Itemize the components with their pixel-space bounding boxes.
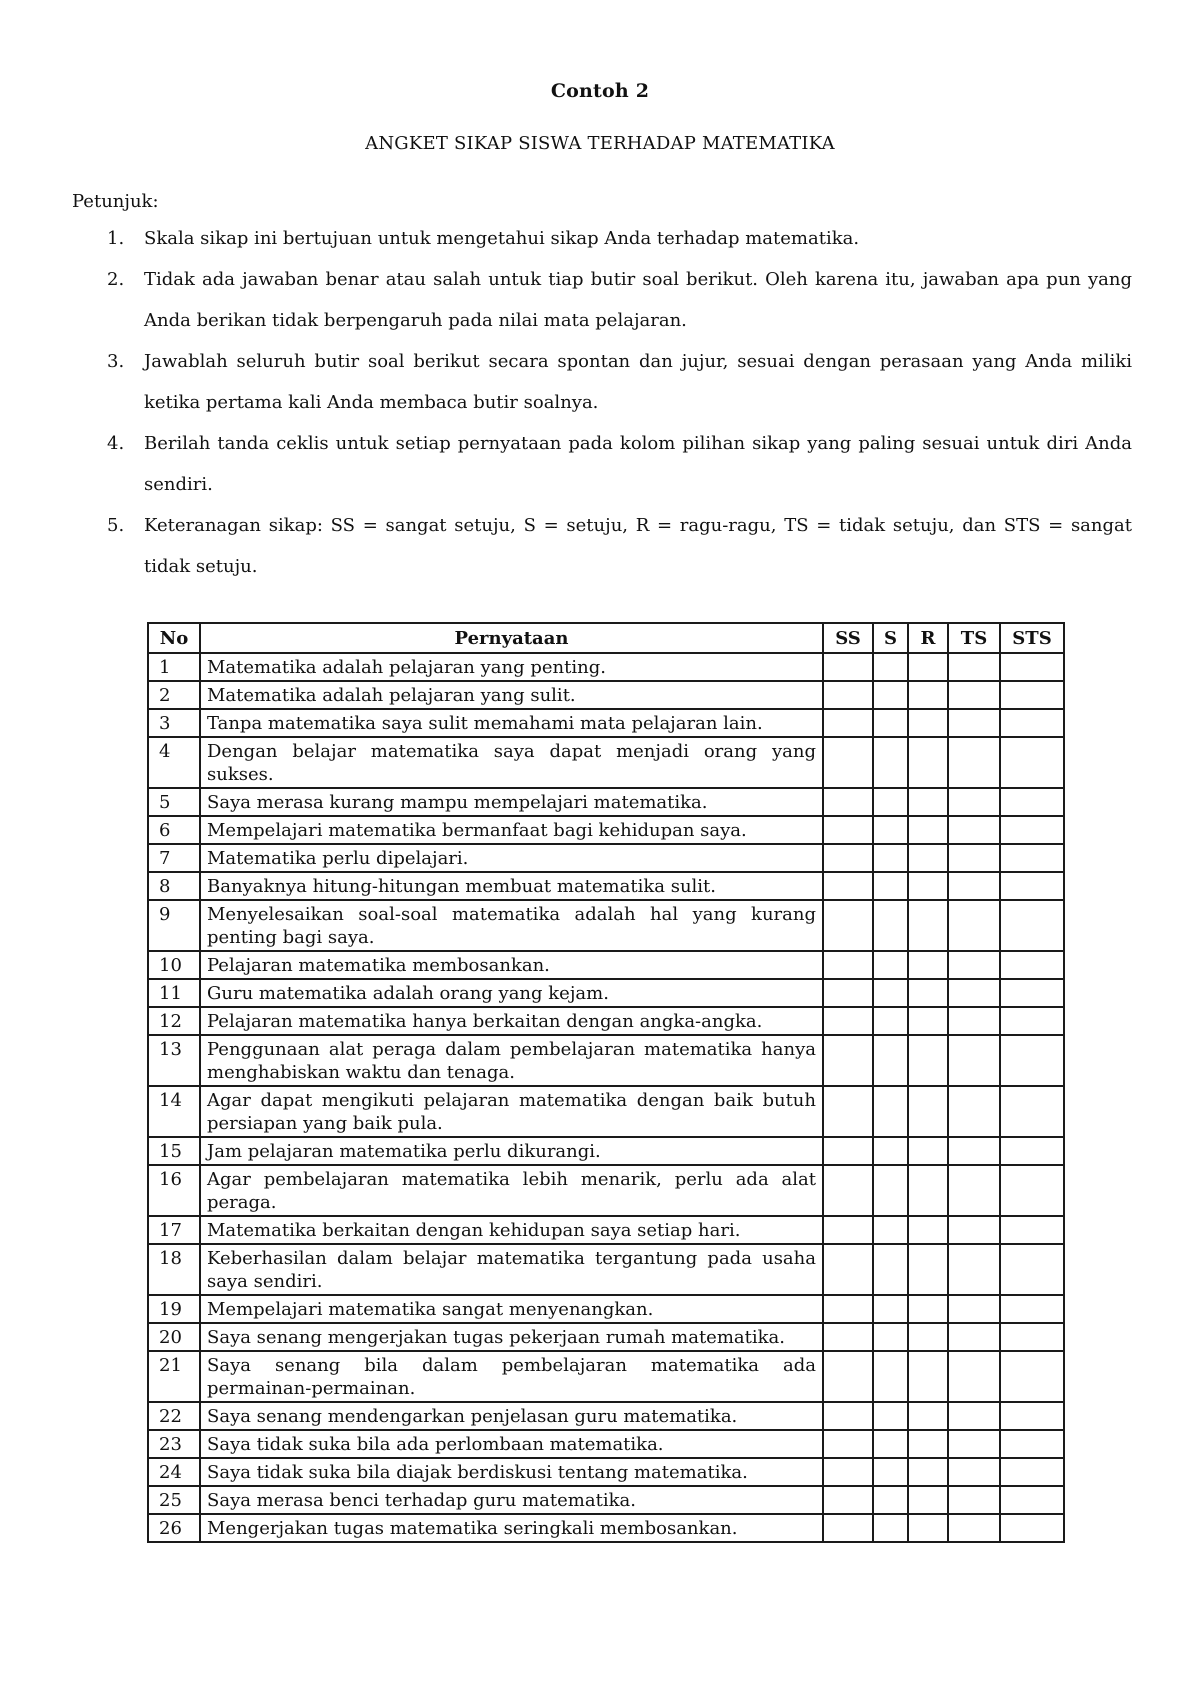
answer-cell-ts[interactable] xyxy=(948,872,1000,900)
row-statement: Menyelesaikan soal-soal matematika adalah hal yang kurang penting bagi saya. xyxy=(200,900,823,951)
header-statement: Pernyataan xyxy=(200,623,823,653)
answer-cell-s[interactable] xyxy=(873,1430,908,1458)
instruction-item xyxy=(72,259,1132,341)
instruction-number: 3. xyxy=(107,351,125,372)
answer-cell-ts[interactable] xyxy=(948,979,1000,1007)
instruction-number: 1. xyxy=(107,228,125,249)
answer-cell-s[interactable] xyxy=(873,653,908,681)
row-statement: Agar pembelajaran matematika lebih menarik, perlu ada alat peraga. xyxy=(200,1165,823,1216)
instruction-text: Skala sikap ini bertujuan untuk mengetahui sikap Anda terhadap matematika. xyxy=(144,228,860,249)
table-row xyxy=(148,1216,1064,1244)
answer-cell-s[interactable] xyxy=(873,1323,908,1351)
answer-cell-sts[interactable] xyxy=(1000,737,1064,788)
answer-cell-ts[interactable] xyxy=(948,1430,1000,1458)
answer-cell-ts[interactable] xyxy=(948,788,1000,816)
row-number: 18 xyxy=(148,1244,200,1295)
answer-cell-ss[interactable] xyxy=(823,737,873,788)
answer-cell-ts[interactable] xyxy=(948,816,1000,844)
header-s: S xyxy=(873,623,908,653)
answer-cell-ts[interactable] xyxy=(948,681,1000,709)
document-subtitle: ANGKET SIKAP SISWA TERHADAP MATEMATIKA xyxy=(365,133,835,154)
table-row xyxy=(148,1137,1064,1165)
answer-cell-r[interactable] xyxy=(908,681,948,709)
answer-cell-ss[interactable] xyxy=(823,1351,873,1402)
row-statement: Keberhasilan dalam belajar matematika tergantung pada usaha saya sendiri. xyxy=(200,1244,823,1295)
answer-cell-ss[interactable] xyxy=(823,1086,873,1137)
answer-cell-sts[interactable] xyxy=(1000,1216,1064,1244)
answer-cell-r[interactable] xyxy=(908,1486,948,1514)
table-row xyxy=(148,709,1064,737)
table-row xyxy=(148,737,1064,788)
answer-cell-r[interactable] xyxy=(908,1430,948,1458)
row-number: 4 xyxy=(148,737,200,788)
answer-cell-r[interactable] xyxy=(908,1402,948,1430)
answer-cell-sts[interactable] xyxy=(1000,788,1064,816)
answer-cell-r[interactable] xyxy=(908,844,948,872)
row-statement: Tanpa matematika saya sulit memahami mata pelajaran lain. xyxy=(200,709,823,737)
answer-cell-ss[interactable] xyxy=(823,816,873,844)
table-row xyxy=(148,788,1064,816)
answer-cell-ss[interactable] xyxy=(823,681,873,709)
table-row xyxy=(148,1007,1064,1035)
table-header-row xyxy=(148,623,1064,653)
answer-cell-sts[interactable] xyxy=(1000,1086,1064,1137)
row-number: 12 xyxy=(148,1007,200,1035)
row-number: 21 xyxy=(148,1351,200,1402)
answer-cell-r[interactable] xyxy=(908,1295,948,1323)
row-statement: Saya senang mendengarkan penjelasan guru matematika. xyxy=(200,1402,823,1430)
answer-cell-s[interactable] xyxy=(873,788,908,816)
answer-cell-s[interactable] xyxy=(873,872,908,900)
answer-cell-s[interactable] xyxy=(873,1486,908,1514)
answer-cell-ss[interactable] xyxy=(823,872,873,900)
instruction-text: Jawablah seluruh butir soal berikut secara spontan dan jujur, sesuai dengan perasaan yang Anda miliki ketika pertama kali Anda membaca butir soalnya. xyxy=(144,351,1132,413)
answer-cell-sts[interactable] xyxy=(1000,1486,1064,1514)
answer-cell-r[interactable] xyxy=(908,788,948,816)
answer-cell-sts[interactable] xyxy=(1000,1458,1064,1486)
answer-cell-sts[interactable] xyxy=(1000,1035,1064,1086)
row-statement: Matematika berkaitan dengan kehidupan saya setiap hari. xyxy=(200,1216,823,1244)
answer-cell-r[interactable] xyxy=(908,979,948,1007)
answer-cell-ts[interactable] xyxy=(948,1137,1000,1165)
answer-cell-sts[interactable] xyxy=(1000,681,1064,709)
header-ts: TS xyxy=(948,623,1000,653)
row-statement: Pelajaran matematika hanya berkaitan dengan angka-angka. xyxy=(200,1007,823,1035)
table-row xyxy=(148,681,1064,709)
answer-cell-sts[interactable] xyxy=(1000,1007,1064,1035)
instruction-item xyxy=(72,505,1132,587)
row-number: 7 xyxy=(148,844,200,872)
answer-cell-ss[interactable] xyxy=(823,1165,873,1216)
answer-cell-sts[interactable] xyxy=(1000,1295,1064,1323)
instruction-text: Keteranagan sikap: SS = sangat setuju, S = setuju, R = ragu-ragu, TS = tidak setuju, dan STS = sangat tidak setuju. xyxy=(144,515,1132,577)
table-row xyxy=(148,1486,1064,1514)
answer-cell-ts[interactable] xyxy=(948,709,1000,737)
answer-cell-ss[interactable] xyxy=(823,1137,873,1165)
table-row xyxy=(148,1165,1064,1216)
answer-cell-sts[interactable] xyxy=(1000,1137,1064,1165)
table-row xyxy=(148,979,1064,1007)
answer-cell-s[interactable] xyxy=(873,979,908,1007)
answer-cell-s[interactable] xyxy=(873,1244,908,1295)
answer-cell-r[interactable] xyxy=(908,1035,948,1086)
answer-cell-sts[interactable] xyxy=(1000,900,1064,951)
table-row xyxy=(148,844,1064,872)
answer-cell-ss[interactable] xyxy=(823,1514,873,1542)
row-number: 25 xyxy=(148,1486,200,1514)
answer-cell-sts[interactable] xyxy=(1000,1244,1064,1295)
answer-cell-ss[interactable] xyxy=(823,1295,873,1323)
instructions-list xyxy=(72,218,1132,587)
answer-cell-s[interactable] xyxy=(873,1295,908,1323)
answer-cell-s[interactable] xyxy=(873,1514,908,1542)
answer-cell-ts[interactable] xyxy=(948,1323,1000,1351)
answer-cell-s[interactable] xyxy=(873,681,908,709)
answer-cell-s[interactable] xyxy=(873,844,908,872)
table-row xyxy=(148,1458,1064,1486)
answer-cell-sts[interactable] xyxy=(1000,1323,1064,1351)
answer-cell-sts[interactable] xyxy=(1000,1165,1064,1216)
table-row xyxy=(148,1035,1064,1086)
answer-cell-sts[interactable] xyxy=(1000,951,1064,979)
answer-cell-ss[interactable] xyxy=(823,1430,873,1458)
answer-cell-s[interactable] xyxy=(873,1458,908,1486)
answer-cell-sts[interactable] xyxy=(1000,709,1064,737)
row-statement: Mempelajari matematika bermanfaat bagi kehidupan saya. xyxy=(200,816,823,844)
row-number: 23 xyxy=(148,1430,200,1458)
row-statement: Saya merasa benci terhadap guru matematika. xyxy=(200,1486,823,1514)
answer-cell-ts[interactable] xyxy=(948,737,1000,788)
answer-cell-r[interactable] xyxy=(908,1137,948,1165)
answer-cell-ts[interactable] xyxy=(948,653,1000,681)
answer-cell-s[interactable] xyxy=(873,1137,908,1165)
instruction-number: 5. xyxy=(107,515,125,536)
row-statement: Agar dapat mengikuti pelajaran matematika dengan baik butuh persiapan yang baik pula. xyxy=(200,1086,823,1137)
answer-cell-ss[interactable] xyxy=(823,653,873,681)
answer-cell-s[interactable] xyxy=(873,1035,908,1086)
answer-cell-sts[interactable] xyxy=(1000,1514,1064,1542)
answer-cell-ts[interactable] xyxy=(948,1086,1000,1137)
answer-cell-r[interactable] xyxy=(908,709,948,737)
row-statement: Saya merasa kurang mampu mempelajari matematika. xyxy=(200,788,823,816)
answer-cell-r[interactable] xyxy=(908,1351,948,1402)
row-statement: Saya senang mengerjakan tugas pekerjaan rumah matematika. xyxy=(200,1323,823,1351)
table-row xyxy=(148,1430,1064,1458)
answer-cell-ts[interactable] xyxy=(948,1458,1000,1486)
instruction-item xyxy=(72,341,1132,423)
answer-cell-r[interactable] xyxy=(908,1216,948,1244)
row-number: 14 xyxy=(148,1086,200,1137)
instruction-item xyxy=(72,218,1132,259)
answer-cell-s[interactable] xyxy=(873,1402,908,1430)
answer-cell-ss[interactable] xyxy=(823,900,873,951)
row-statement: Matematika adalah pelajaran yang penting. xyxy=(200,653,823,681)
instruction-text: Berilah tanda ceklis untuk setiap pernyataan pada kolom pilihan sikap yang paling sesuai untuk diri Anda sendiri. xyxy=(144,433,1132,495)
answer-cell-ts[interactable] xyxy=(948,1402,1000,1430)
row-number: 24 xyxy=(148,1458,200,1486)
row-number: 2 xyxy=(148,681,200,709)
answer-cell-ts[interactable] xyxy=(948,1216,1000,1244)
table-row xyxy=(148,872,1064,900)
row-statement: Saya tidak suka bila diajak berdiskusi tentang matematika. xyxy=(200,1458,823,1486)
row-statement: Dengan belajar matematika saya dapat menjadi orang yang sukses. xyxy=(200,737,823,788)
row-number: 9 xyxy=(148,900,200,951)
attitude-survey-table xyxy=(147,622,1065,1543)
answer-cell-ts[interactable] xyxy=(948,900,1000,951)
row-number: 17 xyxy=(148,1216,200,1244)
row-statement: Penggunaan alat peraga dalam pembelajaran matematika hanya menghabiskan waktu dan tenaga. xyxy=(200,1035,823,1086)
instructions-section xyxy=(72,188,1132,587)
answer-cell-ts[interactable] xyxy=(948,1486,1000,1514)
answer-cell-ts[interactable] xyxy=(948,1295,1000,1323)
answer-cell-ts[interactable] xyxy=(948,1514,1000,1542)
row-statement: Jam pelajaran matematika perlu dikurangi. xyxy=(200,1137,823,1165)
answer-cell-s[interactable] xyxy=(873,1007,908,1035)
answer-cell-s[interactable] xyxy=(873,737,908,788)
row-statement: Mengerjakan tugas matematika seringkali membosankan. xyxy=(200,1514,823,1542)
answer-cell-ss[interactable] xyxy=(823,1458,873,1486)
answer-cell-ss[interactable] xyxy=(823,709,873,737)
row-statement: Mempelajari matematika sangat menyenangkan. xyxy=(200,1295,823,1323)
answer-cell-sts[interactable] xyxy=(1000,1430,1064,1458)
answer-cell-sts[interactable] xyxy=(1000,979,1064,1007)
answer-cell-s[interactable] xyxy=(873,951,908,979)
answer-cell-sts[interactable] xyxy=(1000,872,1064,900)
row-statement: Matematika perlu dipelajari. xyxy=(200,844,823,872)
row-number: 13 xyxy=(148,1035,200,1086)
answer-cell-ss[interactable] xyxy=(823,1035,873,1086)
row-number: 15 xyxy=(148,1137,200,1165)
table-row xyxy=(148,1402,1064,1430)
header-no: No xyxy=(148,623,200,653)
instruction-item xyxy=(72,423,1132,505)
answer-cell-r[interactable] xyxy=(908,1244,948,1295)
row-number: 5 xyxy=(148,788,200,816)
answer-cell-sts[interactable] xyxy=(1000,816,1064,844)
row-number: 6 xyxy=(148,816,200,844)
header-r: R xyxy=(908,623,948,653)
answer-cell-ts[interactable] xyxy=(948,1244,1000,1295)
answer-cell-ss[interactable] xyxy=(823,951,873,979)
answer-cell-s[interactable] xyxy=(873,1351,908,1402)
answer-cell-r[interactable] xyxy=(908,900,948,951)
table-row xyxy=(148,653,1064,681)
table-row xyxy=(148,1351,1064,1402)
answer-cell-ts[interactable] xyxy=(948,1035,1000,1086)
row-statement: Saya senang bila dalam pembelajaran matematika ada permainan-permainan. xyxy=(200,1351,823,1402)
answer-cell-s[interactable] xyxy=(873,816,908,844)
answer-cell-r[interactable] xyxy=(908,653,948,681)
answer-cell-ts[interactable] xyxy=(948,1007,1000,1035)
row-statement: Pelajaran matematika membosankan. xyxy=(200,951,823,979)
answer-cell-r[interactable] xyxy=(908,816,948,844)
table-row xyxy=(148,1295,1064,1323)
instruction-number: 4. xyxy=(107,433,125,454)
answer-cell-sts[interactable] xyxy=(1000,1402,1064,1430)
table-row xyxy=(148,1514,1064,1542)
answer-cell-ts[interactable] xyxy=(948,951,1000,979)
row-statement: Saya tidak suka bila ada perlombaan matematika. xyxy=(200,1430,823,1458)
answer-cell-ss[interactable] xyxy=(823,1402,873,1430)
table-row xyxy=(148,816,1064,844)
instruction-text: Tidak ada jawaban benar atau salah untuk tiap butir soal berikut. Oleh karena itu, jawaban apa pun yang Anda berikan tidak berpengaruh pada nilai mata pelajaran. xyxy=(144,269,1132,331)
answer-cell-ts[interactable] xyxy=(948,1351,1000,1402)
answer-cell-r[interactable] xyxy=(908,1086,948,1137)
answer-cell-s[interactable] xyxy=(873,1165,908,1216)
row-number: 10 xyxy=(148,951,200,979)
document-title: Contoh 2 xyxy=(550,80,650,102)
answer-cell-r[interactable] xyxy=(908,1323,948,1351)
answer-cell-ss[interactable] xyxy=(823,788,873,816)
table-row xyxy=(148,1244,1064,1295)
answer-cell-ss[interactable] xyxy=(823,1323,873,1351)
answer-cell-r[interactable] xyxy=(908,872,948,900)
table-row xyxy=(148,900,1064,951)
answer-cell-s[interactable] xyxy=(873,1086,908,1137)
header-sts: STS xyxy=(1000,623,1064,653)
answer-cell-r[interactable] xyxy=(908,1007,948,1035)
table-row xyxy=(148,951,1064,979)
answer-cell-s[interactable] xyxy=(873,1216,908,1244)
row-number: 16 xyxy=(148,1165,200,1216)
answer-cell-sts[interactable] xyxy=(1000,844,1064,872)
answer-cell-ss[interactable] xyxy=(823,1244,873,1295)
table-row xyxy=(148,1323,1064,1351)
row-number: 1 xyxy=(148,653,200,681)
answer-cell-ss[interactable] xyxy=(823,1216,873,1244)
answer-cell-r[interactable] xyxy=(908,1458,948,1486)
row-number: 22 xyxy=(148,1402,200,1430)
header-ss: SS xyxy=(823,623,873,653)
row-number: 20 xyxy=(148,1323,200,1351)
row-number: 3 xyxy=(148,709,200,737)
row-number: 26 xyxy=(148,1514,200,1542)
row-statement: Guru matematika adalah orang yang kejam. xyxy=(200,979,823,1007)
answer-cell-ss[interactable] xyxy=(823,844,873,872)
answer-cell-r[interactable] xyxy=(908,1165,948,1216)
answer-cell-ss[interactable] xyxy=(823,979,873,1007)
answer-cell-ss[interactable] xyxy=(823,1486,873,1514)
answer-cell-ss[interactable] xyxy=(823,1007,873,1035)
answer-cell-r[interactable] xyxy=(908,1514,948,1542)
row-number: 11 xyxy=(148,979,200,1007)
answer-cell-ts[interactable] xyxy=(948,1165,1000,1216)
row-number: 19 xyxy=(148,1295,200,1323)
table-body xyxy=(148,653,1064,1542)
instruction-number: 2. xyxy=(107,269,125,290)
answer-cell-s[interactable] xyxy=(873,709,908,737)
answer-cell-r[interactable] xyxy=(908,737,948,788)
answer-cell-r[interactable] xyxy=(908,951,948,979)
row-statement: Banyaknya hitung-hitungan membuat matematika sulit. xyxy=(200,872,823,900)
row-statement: Matematika adalah pelajaran yang sulit. xyxy=(200,681,823,709)
row-number: 8 xyxy=(148,872,200,900)
table-row xyxy=(148,1086,1064,1137)
answer-cell-s[interactable] xyxy=(873,900,908,951)
answer-cell-ts[interactable] xyxy=(948,844,1000,872)
instructions-heading: Petunjuk: xyxy=(72,191,159,212)
answer-cell-sts[interactable] xyxy=(1000,653,1064,681)
answer-cell-sts[interactable] xyxy=(1000,1351,1064,1402)
